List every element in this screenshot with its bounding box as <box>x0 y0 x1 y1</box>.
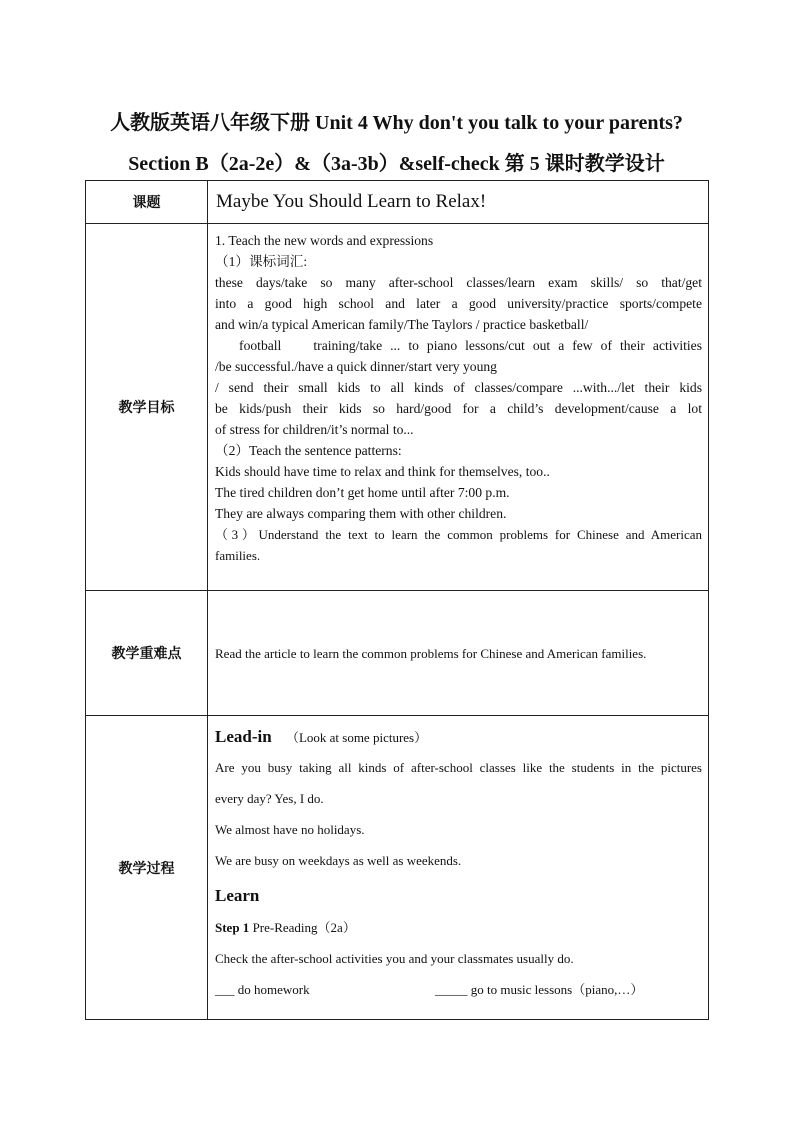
row-objectives <box>86 224 709 591</box>
objective-line: families. <box>215 548 261 563</box>
activity-options <box>215 974 702 1005</box>
step1-label: Step 1 <box>215 920 250 935</box>
objective-line: football training/take ... to piano lessons/cut out a few of their activities <box>215 338 702 353</box>
objective-line: They are always comparing them with other children. <box>215 506 507 521</box>
label-topic: 课题 <box>86 181 208 224</box>
objective-line: /be successful./have a quick dinner/start very young <box>215 359 497 374</box>
cell-process <box>208 716 709 1020</box>
learn-title: Learn <box>215 886 260 905</box>
label-process: 教学过程 <box>86 716 208 1020</box>
option-music-lessons: _____ go to music lessons（piano,…） <box>435 982 644 997</box>
lesson-plan-table <box>85 180 709 1020</box>
objective-line: （1）课标词汇: <box>215 254 308 269</box>
leadin-answer-1: We almost have no holidays. <box>215 822 365 837</box>
leadin-note: （Look at some pictures） <box>285 730 428 745</box>
objective-line: of stress for children/it’s normal to... <box>215 422 414 437</box>
objective-line: The tired children don’t get home until after 7:00 p.m. <box>215 485 510 500</box>
objective-line: / send their small kids to all kinds of classes/compare ...with.../let their kids <box>215 380 702 395</box>
row-process <box>86 716 709 1020</box>
objective-line: 1. Teach the new words and expressions <box>215 233 434 248</box>
cell-topic <box>208 181 709 224</box>
leadin-question-line-2: every day? Yes, I do. <box>215 791 324 806</box>
topic-value: Maybe You Should Learn to Relax! <box>216 191 487 212</box>
objective-line: into a good high school and later a good university/practice sports/compete <box>215 296 702 311</box>
row-key-points <box>86 591 709 716</box>
cell-objectives <box>208 224 709 591</box>
objective-line: Kids should have time to relax and think for themselves, too.. <box>215 464 550 479</box>
key-points-text: Read the article to learn the common problems for Chinese and American families. <box>215 645 647 661</box>
label-key-points: 教学重难点 <box>86 591 208 716</box>
step1-title: Pre-Reading（2a） <box>249 920 356 935</box>
step1-heading <box>215 912 702 943</box>
objective-line: （3）Understand the text to learn the common problems for Chinese and American <box>215 527 702 542</box>
objective-line: （2）Teach the sentence patterns: <box>215 443 402 458</box>
label-objectives: 教学目标 <box>86 224 208 591</box>
document-title-line-2: Section B（2a-2e）&（3a-3b）&self-check 第 5 课时教学设计 <box>128 153 665 175</box>
cell-key-points <box>208 591 709 716</box>
objective-line: be kids/push their kids so hard/good for a child’s development/cause a lot <box>215 401 702 416</box>
leadin-heading <box>215 723 702 752</box>
leadin-title: Lead-in <box>215 727 272 746</box>
objective-line: and win/a typical American family/The Taylors / practice basketball/ <box>215 317 589 332</box>
option-do-homework: ___ do homework <box>215 982 310 997</box>
leadin-question-line-1: Are you busy taking all kinds of after-school classes like the students in the pictures <box>215 760 702 775</box>
step1-instruction: Check the after-school activities you and your classmates usually do. <box>215 951 574 966</box>
leadin-answer-2: We are busy on weekdays as well as weekends. <box>215 853 462 868</box>
document-title-line-1: 人教版英语八年级下册 Unit 4 Why don't you talk to your parents? <box>110 112 683 134</box>
row-topic <box>86 181 709 224</box>
objective-line: these days/take so many after-school classes/learn exam skills/ so that/get <box>215 275 702 290</box>
